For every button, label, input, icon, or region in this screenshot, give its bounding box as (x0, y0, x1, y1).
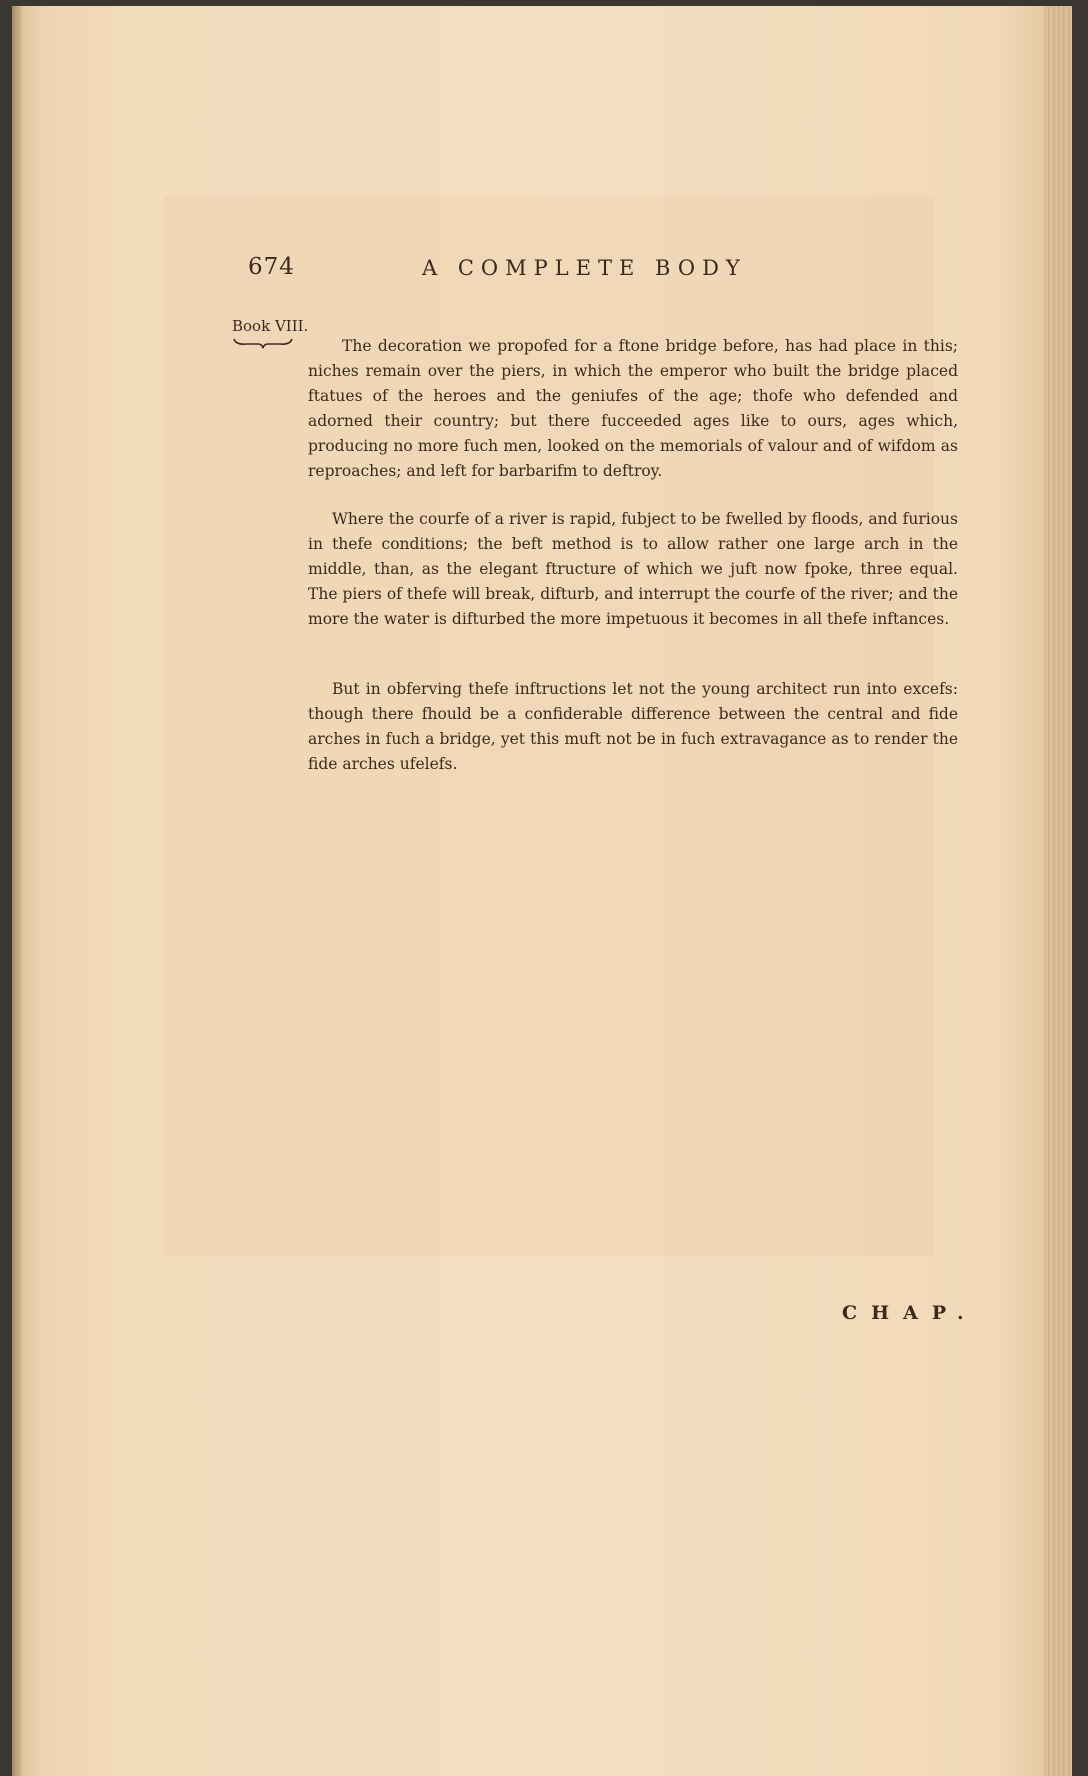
paragraph-1: The decoration we propofed for a ftone bridge before, has had place in this; niches remain over the piers, in which the emperor who built the bridge placed ftatues of the heroes and the geniufes of the age; thofe who defended and adorned their country; but there fucceeded ages like to ours, ages which, producing no more fuch men, looked on the memorials of valour and of wifdom as reproaches; and left for barbarifm to deftroy. (308, 336, 958, 480)
running-head: A COMPLETE BODY (422, 256, 747, 280)
book-page (12, 6, 1072, 1776)
paragraph-2: Where the courfe of a river is rapid, fubject to be fwelled by floods, and furious in thefe conditions; the beft method is to allow rather one large arch in the middle, than, as the elegant ftructure of which we juft now fpoke, three equal. The piers of thefe will break, difturb, and interrupt the courfe of the river; and the more the water is difturbed the more impetuous it becomes in all thefe inftances. (308, 509, 958, 628)
paragraph-3: But in obferving thefe inftructions let not the young architect run into excefs: though there fhould be a confiderable difference between the central and fide arches in fuch a bridge, yet this muft not be in fuch extravagance as to render the fide arches ufelefs. (308, 679, 958, 773)
margin-note: Book VIII. (232, 317, 309, 335)
page-number: 674 (248, 254, 295, 280)
catchword: CHAP. (842, 1302, 978, 1324)
brace-ornament (232, 336, 294, 350)
text-block (12, 6, 1072, 1776)
